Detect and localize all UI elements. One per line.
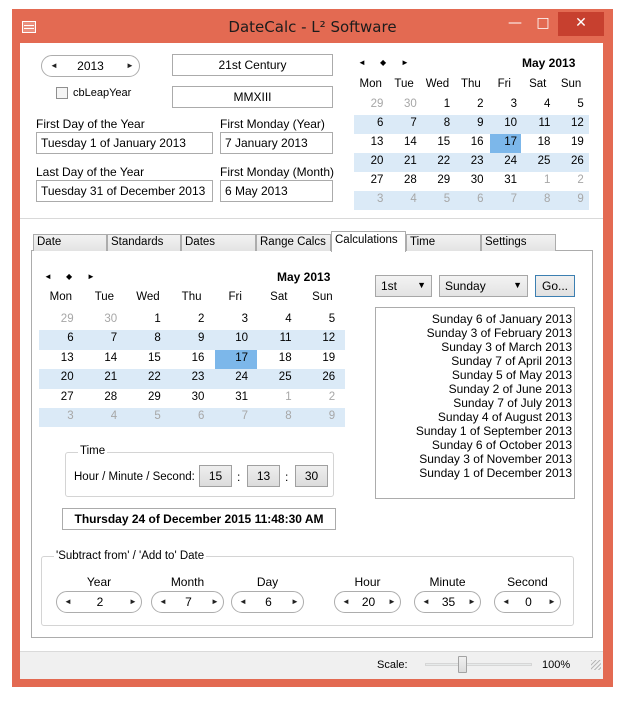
adjust-month-value: 7 bbox=[185, 595, 192, 609]
calendar-day[interactable]: 21 bbox=[104, 371, 118, 384]
calendar-day[interactable]: 8 bbox=[443, 117, 451, 129]
weekday-header: Thu bbox=[460, 78, 481, 90]
ordinal-select[interactable] bbox=[375, 275, 432, 297]
ordinal-value: 1st bbox=[381, 279, 398, 293]
adjust-minute-value: 35 bbox=[441, 595, 456, 609]
tab-calculations[interactable]: Calculations bbox=[331, 231, 406, 252]
calendar-day[interactable]: 2 bbox=[197, 313, 205, 325]
calendar-day[interactable]: 2 bbox=[577, 174, 584, 186]
calendar-day[interactable]: 30 bbox=[104, 313, 118, 325]
weekday-header: Tue bbox=[394, 78, 414, 90]
calendar-day[interactable]: 18 bbox=[537, 136, 551, 148]
calendar-day[interactable]: 2 bbox=[477, 98, 484, 110]
calendar-day[interactable]: 2 bbox=[328, 390, 336, 403]
list-item[interactable]: Sunday 6 of October 2013 bbox=[431, 438, 572, 452]
list-item[interactable]: Sunday 3 of March 2013 bbox=[441, 340, 572, 354]
decrement-icon[interactable]: ◄ bbox=[159, 597, 167, 606]
increment-icon[interactable]: ► bbox=[468, 597, 476, 606]
window-title: DateCalc - L² Software bbox=[228, 18, 397, 36]
weekday-header: Thu bbox=[181, 291, 202, 303]
first-day-label: First Day of the Year bbox=[36, 117, 145, 131]
calendar-day[interactable]: 6 bbox=[197, 410, 205, 422]
calendar-day[interactable]: 8 bbox=[285, 410, 292, 422]
current-datetime: Thursday 24 of December 2015 11:48:30 AM bbox=[62, 508, 336, 530]
roman-year-field: MMXIII bbox=[172, 86, 333, 108]
calendar-day[interactable]: 27 bbox=[370, 174, 384, 186]
title-bar[interactable] bbox=[12, 9, 613, 43]
calendar-day[interactable]: 3 bbox=[241, 313, 248, 325]
minimize-button[interactable]: — bbox=[508, 15, 522, 31]
calendar-day[interactable]: 30 bbox=[403, 98, 417, 110]
adjust-year-value: 2 bbox=[96, 595, 104, 609]
first-day-field: Tuesday 1 of January 2013 bbox=[36, 132, 213, 154]
calendar-day[interactable]: 6 bbox=[477, 193, 484, 205]
calendar-day[interactable]: 19 bbox=[322, 351, 336, 364]
calendar-day[interactable]: 7 bbox=[110, 332, 118, 345]
list-item[interactable]: Sunday 3 of February 2013 bbox=[426, 326, 572, 340]
calendar-day[interactable]: 27 bbox=[60, 390, 74, 403]
calendar-day[interactable]: 30 bbox=[470, 174, 484, 186]
calendar-day[interactable]: 26 bbox=[570, 155, 584, 167]
adjust-year-spinner[interactable] bbox=[56, 591, 142, 613]
time-separator: : bbox=[285, 470, 289, 484]
calendar-day[interactable]: 1 bbox=[443, 98, 451, 110]
list-item[interactable]: Sunday 6 of January 2013 bbox=[431, 312, 572, 326]
calendar-day[interactable]: 14 bbox=[104, 351, 118, 364]
list-item[interactable]: Sunday 2 of June 2013 bbox=[448, 382, 572, 396]
time-group-label: Time bbox=[80, 445, 106, 457]
calendar-day[interactable]: 26 bbox=[322, 371, 336, 384]
calendar-day[interactable]: 25 bbox=[278, 371, 292, 384]
calendar-day[interactable]: 18 bbox=[278, 351, 292, 364]
calendar-day[interactable]: 16 bbox=[470, 136, 484, 148]
calendar-day[interactable]: 10 bbox=[235, 332, 248, 345]
increment-icon[interactable]: ► bbox=[388, 597, 396, 606]
calendar-day[interactable]: 19 bbox=[570, 136, 584, 148]
cal-today-icon[interactable]: ◆ bbox=[66, 272, 73, 281]
adjust-day-value: 6 bbox=[265, 595, 272, 609]
divider bbox=[20, 218, 603, 219]
year-value: 2013 bbox=[77, 59, 104, 73]
calendar-day[interactable]: 5 bbox=[154, 410, 161, 422]
calendar-day[interactable]: 28 bbox=[403, 174, 417, 186]
decrement-icon[interactable]: ◄ bbox=[422, 597, 430, 606]
year-stepper[interactable] bbox=[41, 55, 140, 77]
calendar-day[interactable]: 9 bbox=[328, 410, 336, 422]
adjust-minute-label: Minute bbox=[429, 575, 466, 589]
adjust-minute-spinner[interactable] bbox=[414, 591, 481, 613]
weekday-header: Sat bbox=[270, 291, 288, 303]
first-monday-month-field: 6 May 2013 bbox=[220, 180, 333, 202]
tab-dates[interactable]: Dates bbox=[181, 234, 256, 251]
calendar-day[interactable]: 29 bbox=[437, 174, 451, 186]
calendar-day[interactable]: 3 bbox=[67, 410, 74, 422]
adjust-day-label: Day bbox=[256, 575, 279, 589]
scale-value: 100% bbox=[542, 659, 571, 671]
last-day-field: Tuesday 31 of December 2013 bbox=[36, 180, 213, 202]
adjust-second-value: 0 bbox=[525, 595, 532, 609]
calendar-day[interactable]: 23 bbox=[470, 155, 484, 167]
calendar-day[interactable]: 16 bbox=[191, 351, 205, 364]
weekday-header: Wed bbox=[136, 291, 160, 303]
weekday-select[interactable] bbox=[439, 275, 528, 297]
calendar-day[interactable]: 20 bbox=[60, 371, 74, 384]
close-button[interactable]: ✕ bbox=[558, 12, 604, 36]
calendar-day[interactable]: 7 bbox=[510, 193, 517, 205]
calendar-day[interactable]: 9 bbox=[577, 193, 584, 205]
calendar-day[interactable]: 1 bbox=[154, 313, 161, 325]
adjust-month-spinner[interactable] bbox=[151, 591, 224, 613]
list-item[interactable]: Sunday 1 of December 2013 bbox=[419, 466, 572, 480]
cal-month-label: May 2013 bbox=[277, 270, 331, 284]
scale-slider-thumb[interactable] bbox=[458, 656, 467, 673]
chevron-down-icon: ▼ bbox=[417, 280, 426, 290]
weekday-header: Sat bbox=[529, 78, 547, 90]
decrement-icon[interactable]: ◄ bbox=[502, 597, 510, 606]
adjust-hour-value: 20 bbox=[361, 595, 376, 609]
calendar-day[interactable]: 31 bbox=[504, 174, 517, 186]
adjust-second-label: Second bbox=[507, 575, 548, 589]
weekday-header: Tue bbox=[94, 291, 115, 303]
increment-icon[interactable]: ► bbox=[548, 597, 556, 606]
scale-label: Scale: bbox=[377, 659, 408, 671]
calendar-day[interactable]: 8 bbox=[154, 332, 161, 345]
time-separator: : bbox=[237, 470, 241, 484]
calendar-day[interactable]: 29 bbox=[60, 313, 74, 325]
maximize-button[interactable]: □ bbox=[536, 15, 550, 31]
calendar-day[interactable]: 11 bbox=[279, 332, 292, 345]
increment-icon[interactable]: ► bbox=[129, 597, 137, 606]
weekday-header: Fri bbox=[497, 78, 511, 90]
list-item[interactable]: Sunday 5 of May 2013 bbox=[451, 368, 572, 382]
calendar-day[interactable]: 3 bbox=[510, 98, 517, 110]
calendar-day[interactable]: 9 bbox=[197, 332, 205, 345]
calendar-day[interactable]: 9 bbox=[477, 117, 484, 129]
cal-next-icon[interactable]: ► bbox=[87, 272, 95, 281]
weekday-header: Mon bbox=[359, 78, 382, 90]
calendar-day[interactable]: 5 bbox=[443, 193, 451, 205]
adjust-year-label: Year bbox=[86, 575, 112, 589]
cal-prev-icon[interactable]: ◄ bbox=[44, 272, 52, 281]
calendar-day[interactable]: 1 bbox=[543, 174, 551, 186]
calendar-day[interactable]: 4 bbox=[410, 193, 417, 205]
calendar-day[interactable]: 10 bbox=[504, 117, 517, 129]
calendar-day[interactable]: 13 bbox=[60, 351, 74, 364]
go-button[interactable]: Go... bbox=[535, 275, 575, 297]
top-cal-month-label: May 2013 bbox=[522, 56, 576, 70]
calendar-day[interactable]: 4 bbox=[110, 410, 118, 422]
top-cal-today-icon[interactable]: ◆ bbox=[380, 58, 387, 67]
resize-grip-icon[interactable] bbox=[591, 660, 601, 670]
hms-label: Hour / Minute / Second: bbox=[74, 471, 195, 483]
calendar-day[interactable]: 21 bbox=[403, 155, 417, 167]
tab-date[interactable]: Date bbox=[33, 234, 107, 251]
adjust-day-spinner[interactable] bbox=[231, 591, 304, 613]
calendar-day[interactable]: 6 bbox=[67, 332, 74, 345]
hour-button[interactable]: 15 bbox=[199, 465, 232, 487]
adjust-month-label: Month bbox=[170, 575, 205, 589]
decrement-icon[interactable]: ◄ bbox=[239, 597, 247, 606]
calendar-day[interactable]: 3 bbox=[376, 193, 384, 205]
list-item[interactable]: Sunday 3 of November 2013 bbox=[419, 452, 572, 466]
weekday-header: Wed bbox=[425, 78, 450, 90]
increment-icon[interactable]: ► bbox=[211, 597, 219, 606]
list-item[interactable]: Sunday 7 of April 2013 bbox=[451, 354, 572, 368]
century-field: 21st Century bbox=[172, 54, 333, 76]
weekday-header: Sun bbox=[560, 78, 582, 90]
calendar-day[interactable]: 22 bbox=[437, 155, 451, 167]
top-cal-next-icon[interactable]: ► bbox=[401, 58, 409, 67]
calendar-day[interactable]: 8 bbox=[543, 193, 551, 205]
calendar-day[interactable]: 7 bbox=[410, 117, 417, 129]
calendar-day[interactable]: 17 bbox=[235, 351, 248, 364]
weekday-value: Sunday bbox=[445, 279, 486, 293]
calendar-day[interactable]: 6 bbox=[376, 117, 384, 129]
calendar-day[interactable]: 14 bbox=[403, 136, 417, 148]
calendar-day[interactable]: 20 bbox=[370, 155, 384, 167]
adjust-hour-spinner[interactable] bbox=[334, 591, 401, 613]
calendar-day[interactable]: 4 bbox=[285, 313, 292, 325]
year-next-icon[interactable]: ► bbox=[126, 61, 134, 70]
calendar-day[interactable]: 7 bbox=[241, 410, 248, 422]
calendar-day[interactable]: 24 bbox=[235, 371, 248, 384]
decrement-icon[interactable]: ◄ bbox=[342, 597, 350, 606]
tab-time[interactable]: Time bbox=[406, 234, 481, 251]
minute-button[interactable]: 13 bbox=[247, 465, 280, 487]
calendar-day[interactable]: 15 bbox=[147, 351, 161, 364]
list-item[interactable]: Sunday 1 of September 2013 bbox=[415, 424, 572, 438]
calendar-day[interactable]: 22 bbox=[147, 371, 161, 384]
calendar-day[interactable]: 5 bbox=[577, 98, 584, 110]
calendar-day[interactable]: 13 bbox=[370, 136, 384, 148]
calendar-day[interactable]: 17 bbox=[504, 136, 517, 148]
adjust-second-spinner[interactable] bbox=[494, 591, 561, 613]
calendar-day[interactable]: 12 bbox=[570, 117, 584, 129]
calendar-day[interactable]: 25 bbox=[537, 155, 551, 167]
calendar-day[interactable]: 1 bbox=[285, 390, 292, 403]
calendar-day[interactable]: 5 bbox=[328, 313, 336, 325]
calendar-day[interactable]: 31 bbox=[235, 390, 248, 403]
first-monday-year-field: 7 January 2013 bbox=[220, 132, 333, 154]
increment-icon[interactable]: ► bbox=[291, 597, 299, 606]
calendar-day[interactable]: 29 bbox=[147, 390, 161, 403]
results-list[interactable] bbox=[375, 307, 575, 499]
weekday-header: Mon bbox=[49, 291, 72, 303]
top-cal-prev-icon[interactable]: ◄ bbox=[358, 58, 366, 67]
adjust-hour-label: Hour bbox=[354, 575, 381, 589]
list-item[interactable]: Sunday 4 of August 2013 bbox=[437, 410, 572, 424]
calendar-day[interactable]: 4 bbox=[543, 98, 551, 110]
calendar-day[interactable]: 15 bbox=[437, 136, 451, 148]
last-day-label: Last Day of the Year bbox=[36, 165, 145, 179]
chevron-down-icon: ▼ bbox=[513, 280, 522, 290]
calendar-day[interactable]: 28 bbox=[104, 390, 118, 403]
tab-standards[interactable]: Standards bbox=[107, 234, 181, 251]
scale-slider-track[interactable] bbox=[425, 663, 532, 666]
decrement-icon[interactable]: ◄ bbox=[64, 597, 72, 606]
calendar-day[interactable]: 24 bbox=[504, 155, 517, 167]
list-item[interactable]: Sunday 7 of July 2013 bbox=[453, 396, 572, 410]
weekday-header: Fri bbox=[228, 291, 242, 303]
calendar-day[interactable]: 29 bbox=[370, 98, 384, 110]
tab-settings[interactable]: Settings bbox=[481, 234, 556, 251]
calendar-day[interactable]: 11 bbox=[538, 117, 551, 129]
first-monday-year-label: First Monday (Year) bbox=[220, 117, 325, 131]
tab-range-calcs[interactable]: Range Calcs bbox=[256, 234, 331, 251]
adjust-group-label: 'Subtract from' / 'Add to' Date bbox=[56, 550, 205, 562]
leap-year-checkbox[interactable] bbox=[56, 87, 68, 99]
leap-year-label: cbLeapYear bbox=[73, 87, 132, 99]
calendar-day[interactable]: 30 bbox=[191, 390, 205, 403]
year-prev-icon[interactable]: ◄ bbox=[50, 61, 58, 70]
first-monday-month-label: First Monday (Month) bbox=[220, 165, 335, 179]
calendar-day[interactable]: 23 bbox=[191, 371, 205, 384]
second-button[interactable]: 30 bbox=[295, 465, 328, 487]
calendar-day[interactable]: 12 bbox=[322, 332, 336, 345]
weekday-header: Sun bbox=[312, 291, 333, 303]
